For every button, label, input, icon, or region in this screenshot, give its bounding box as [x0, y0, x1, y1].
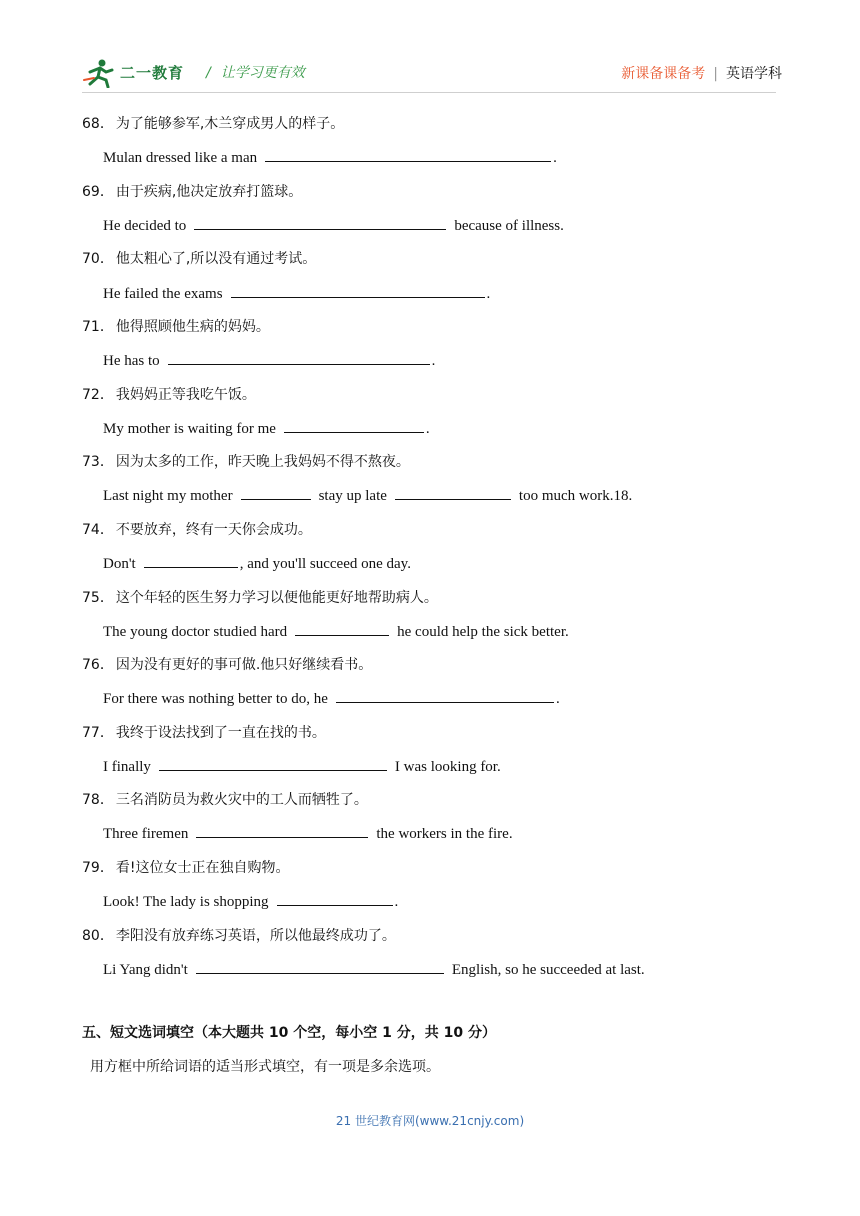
question-77-en: I finally I was looking for.: [103, 756, 501, 776]
section-instruction: 用方框中所给词语的适当形式填空，有一项是多余选项。: [90, 1059, 440, 1075]
question-69-zh: 69． 由于疾病,他决定放弃打篮球。: [82, 184, 303, 200]
logo: [82, 56, 192, 92]
question-76-zh: 76． 因为没有更好的事可做.他只好继续看书。: [82, 657, 373, 673]
question-77-zh: 77． 我终于设法找到了一直在找的书。: [82, 725, 326, 741]
answer-blank[interactable]: [265, 147, 551, 162]
question-74-en: Don't , and you'll succeed one day.: [103, 553, 411, 573]
runner-logo-icon: [82, 58, 116, 88]
header-divider: [82, 92, 776, 93]
question-70-en: He failed the exams .: [103, 283, 490, 303]
question-80-en: Li Yang didn't English, so he succeeded at last.: [103, 959, 645, 979]
answer-blank[interactable]: [284, 418, 424, 433]
question-78-zh: 78． 三名消防员为救火灾中的工人而牺牲了。: [82, 792, 368, 808]
question-70-zh: 70． 他太粗心了,所以没有通过考试。: [82, 251, 317, 267]
question-71-zh: 71． 他得照顾他生病的妈妈。: [82, 319, 270, 335]
question-79-zh: 79． 看!这位女士正在独自购物。: [82, 860, 290, 876]
subject-label: 英语学科: [726, 66, 782, 82]
answer-blank[interactable]: [336, 688, 554, 703]
answer-blank[interactable]: [231, 283, 485, 298]
answer-blank[interactable]: [144, 553, 238, 568]
slogan-text: 让学习更有效: [220, 65, 305, 81]
answer-blank[interactable]: [159, 756, 387, 771]
answer-blank[interactable]: [168, 350, 430, 365]
question-78-en: Three firemen the workers in the fire.: [103, 823, 513, 843]
section-title: 五、短文选词填空（本大题共 10 个空，每小空 1 分，共 10 分）: [82, 1025, 496, 1041]
question-74-zh: 74． 不要放弃，终有一天你会成功。: [82, 522, 312, 538]
header-category: 新课备课备考 | 英语学科: [621, 66, 782, 82]
question-76-en: For there was nothing better to do, he .: [103, 688, 560, 708]
question-72-zh: 72． 我妈妈正等我吃午饭。: [82, 387, 256, 403]
answer-blank[interactable]: [196, 823, 368, 838]
question-69-en: He decided to because of illness.: [103, 215, 564, 235]
question-75-zh: 75． 这个年轻的医生努力学习以便他能更好地帮助病人。: [82, 590, 438, 606]
question-73-zh: 73． 因为太多的工作，昨天晚上我妈妈不得不熬夜。: [82, 454, 410, 470]
answer-blank[interactable]: [277, 891, 393, 906]
answer-blank[interactable]: [295, 621, 389, 636]
question-79-en: Look! The lady is shopping .: [103, 891, 398, 911]
logo-text: 二一教育: [120, 64, 185, 82]
slogan: / 让学习更有效: [206, 65, 305, 81]
question-71-en: He has to .: [103, 350, 435, 370]
question-73-en: Last night my mother stay up late too much work.18.: [103, 485, 632, 505]
answer-blank[interactable]: [194, 215, 446, 230]
question-72-en: My mother is waiting for me .: [103, 418, 430, 438]
question-80-zh: 80． 李阳没有放弃练习英语，所以他最终成功了。: [82, 928, 396, 944]
answer-blank[interactable]: [395, 485, 511, 500]
answer-blank[interactable]: [196, 959, 444, 974]
answer-blank[interactable]: [241, 485, 311, 500]
question-68-zh: 68． 为了能够参军,木兰穿成男人的样子。: [82, 116, 345, 132]
category-label: 新课备课备考: [621, 66, 706, 82]
question-75-en: The young doctor studied hard he could help the sick better.: [103, 621, 569, 641]
page-header: [82, 56, 782, 92]
question-68-en: Mulan dressed like a man .: [103, 147, 557, 167]
page-footer: 21 世纪教育网(www.21cnjy.com): [335, 1114, 525, 1128]
